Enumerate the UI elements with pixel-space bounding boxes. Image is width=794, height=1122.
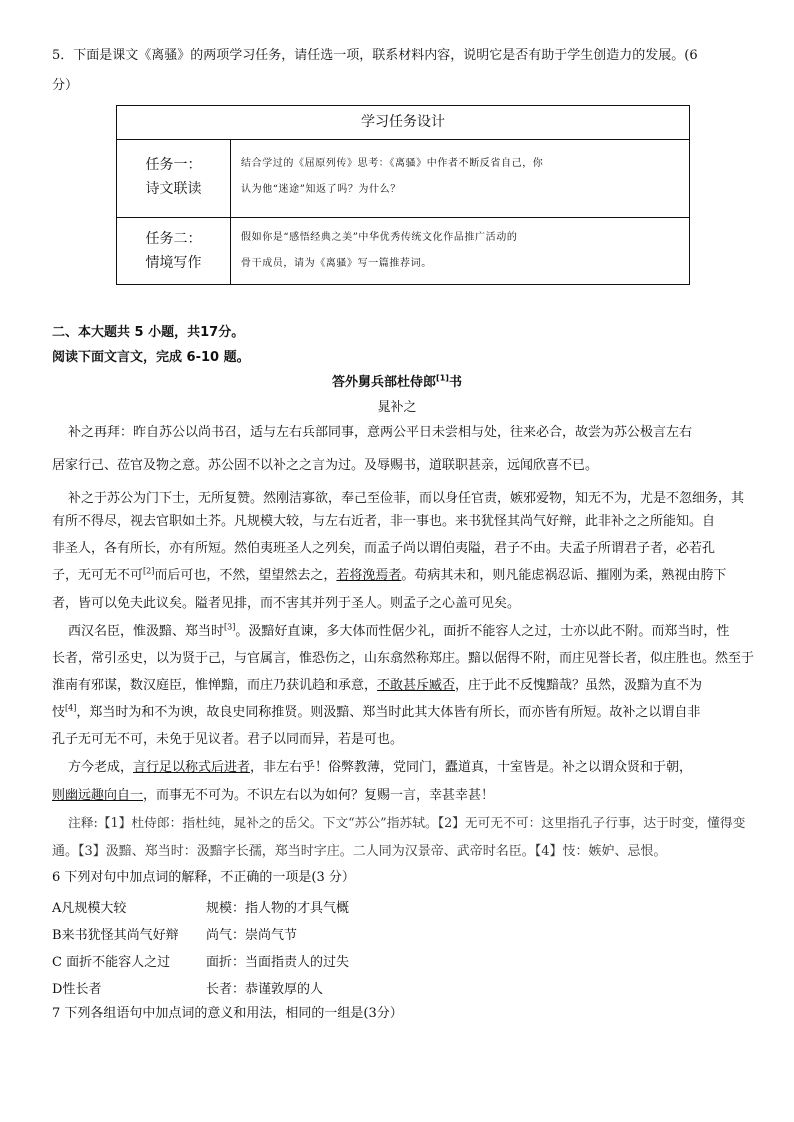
passage-line: [68, 623, 729, 641]
passage-title-suffix: 书: [448, 375, 462, 390]
task-1-label-line2: 诗文联读: [145, 181, 202, 197]
notes-line-2: 通。【3】汲黯、郑当时：汲黯字长孺，郑当时字庄。二人同为汉景帝、武帝时名臣。【4】忮：嫉妒、忌恨。: [52, 844, 667, 859]
option-letter: D: [52, 982, 63, 997]
passage-segment: 是不忽细务，其: [653, 491, 745, 506]
q6-option-b-gloss: 尚气：崇尚气节: [206, 928, 298, 943]
underlined-phrase: 不敢甚斥臧否: [377, 678, 456, 693]
passage-line: [52, 677, 702, 695]
section-2-instruction: 阅读下面文言文，完成 6-10 题。: [52, 350, 250, 365]
q6-option-d[interactable]: [52, 978, 101, 997]
passage-line: 长者，常引丞史，以为贤于己，与官属言，惟恐伤之，山东翕然称郑庄。黯以倨得不附，而庄见誉长者，似庄胜也。然至于: [52, 651, 755, 666]
task-design-table: [116, 105, 690, 285]
passage-line: 补之再拜：昨自苏公以尚书召，适与左右兵部同事，意两公平日未尝相与处，往来必合，故尝为苏公极言左右: [68, 425, 693, 440]
option-sentence: 凡规模大较: [61, 901, 127, 916]
passage-line: [68, 490, 744, 508]
underlined-phrase: 若将浼焉者: [336, 568, 402, 583]
section-2-heading: 二、本大题共 5 小题，共17分。: [52, 325, 245, 340]
q6-option-d-gloss: 长者：恭谨敦厚的人: [206, 982, 324, 997]
passage-title-main: 答外舅兵部杜侍郎: [332, 375, 437, 390]
q7-stem: 7 下列各组语句中加点词的意义和用法，相同的一组是(3分）: [52, 1006, 403, 1021]
q6-option-c-gloss: 面折：当面指责人的过失: [206, 955, 350, 970]
task-table-header: 学习任务设计: [117, 106, 689, 140]
passage-title-note-marker: [1]: [436, 373, 449, 383]
task-row-1: [117, 139, 689, 218]
option-letter: C: [52, 955, 67, 970]
option-sentence: 来书犹怪其尚气好辩: [61, 928, 179, 943]
option-letter: A: [52, 901, 62, 916]
note-marker: [4]: [65, 703, 77, 713]
passage-segment: 方今老成，: [68, 760, 134, 775]
note-marker: [3]: [224, 622, 236, 632]
task-row-1-label: [117, 139, 231, 217]
passage-segment: 。苟病其未和，则凡能虑祸忍诟、摧刚为柔，熟视由胯下: [401, 568, 727, 583]
task-1-content-line1: 结合学过的《屈原列传》思考：《离骚》中作者不断反省自己，你: [241, 158, 544, 169]
passage-line: 者，皆可以免夫此议矣。隘者见排，而不害其并列于圣人。则孟子之心盖可见矣。: [52, 596, 521, 611]
underlined-phrase: 言行足以称式后进者: [133, 760, 251, 775]
q6-option-a[interactable]: [52, 897, 126, 916]
note-marker: [2]: [143, 566, 155, 576]
passage-segment: 西汉名臣，惟汲黯、郑当时: [68, 624, 225, 639]
passage-segment: 淮南有邪谋，数汉庭臣，惟惮黯，而庄乃获讥趋和承意，: [52, 678, 378, 693]
task-1-content-line2: 认为他“迷途”知返了吗？为什么？: [241, 184, 401, 195]
passage-line: 有所不得尽，视去官职如土芥。凡规模大较，与左右近者，非一事也。来书犹怪其尚气好辩，此非补之之所能知。自: [52, 514, 716, 529]
passage-segment: 补之于苏公为门下士，无所复赞。然刚洁寡欲，奉己至俭菲，而以身任官责，嫉邪爱物，知无不为，尤: [68, 491, 654, 506]
task-row-2-label: [117, 217, 231, 284]
option-letter: B: [52, 928, 62, 943]
q5-stem-line1: 5．下面是课文《离骚》的两项学习任务，请任选一项，联系材料内容，说明它是否有助于学生创造力的发展。(6: [52, 48, 698, 63]
passage-segment: 。汲黯好直谏，多大体而性倨少礼，面折不能容人之过，士亦以此不附。而郑当时，性: [235, 624, 730, 639]
passage-segment: ，庄于此不反愧黯哉？虽然，汲黯为直不为: [455, 678, 703, 693]
task-2-label-line1: 任务二：: [145, 231, 202, 247]
passage-line: 居家行己、莅官及物之意。苏公固不以补之之言为过。及辱赐书，道联职甚亲，远闻欣喜不已。: [52, 458, 599, 473]
passage-segment: 忮: [52, 705, 66, 720]
passage-line: [52, 787, 494, 805]
passage-author: 晁补之: [377, 400, 417, 415]
passage-segment: 子，无可无不可: [52, 568, 144, 583]
task-2-content-line1: 假如你是“感悟经典之美”中华优秀传统文化作品推广活动的: [241, 232, 518, 243]
passage-segment: 而后可也，不然，望望然去之，: [154, 568, 337, 583]
q6-option-a-gloss: 规模：指人物的才具气概: [206, 901, 350, 916]
passage-segment: ，非左右乎！俗弊教薄，党同门，蠹道真，十室皆是。补之以谓众贤和于朝，: [250, 760, 693, 775]
passage-line: 孔子无可无不可，未免于见议者。君子以同而异，若是可也。: [52, 732, 404, 747]
option-sentence: 面折不能容人之过: [66, 955, 171, 970]
passage-segment: ，而事无不可为。不识左右以为如何？复赐一言，幸甚幸甚！: [143, 788, 495, 803]
passage-line: [52, 567, 726, 585]
option-sentence: 性长者: [62, 982, 102, 997]
passage-line: 非圣人，各有所长，亦有所短。然伯夷班圣人之列矣，而孟子尚以谓伯夷隘，君子不由。夫孟子所谓君子者，必若孔: [52, 541, 716, 556]
passage-line: [52, 704, 700, 722]
notes-line-1: 注释:【1】杜侍郎：指杜纯，晁补之的岳父。下文“苏公”指苏轼。【2】无可无不可：这里指孔子行事，达于时变，懂得变: [68, 816, 746, 831]
task-row-2-content: [241, 225, 683, 277]
q6-option-b[interactable]: [52, 924, 179, 943]
passage-segment: ，郑当时为和不为谀，故良史同称推贤。则汲黯、郑当时此其大体皆有所长，而亦皆有所短。故补之以谓自非: [76, 705, 701, 720]
task-2-content-line2: 骨干成员，请为《离骚》写一篇推荐词。: [241, 258, 432, 269]
passage-title: [0, 374, 794, 392]
q5-stem-line2: 分）: [52, 78, 79, 93]
task-1-label-line1: 任务一：: [145, 157, 202, 173]
underlined-phrase: 则幽远趣向自一: [52, 788, 144, 803]
task-row-1-content: [241, 151, 683, 203]
q6-stem: 6 下列对句中加点词的解释，不正确的一项是(3 分）: [52, 870, 355, 885]
q6-option-c[interactable]: [52, 951, 170, 970]
passage-line: [68, 759, 692, 777]
task-2-label-line2: 情境写作: [145, 255, 202, 271]
task-row-2: [117, 217, 689, 284]
